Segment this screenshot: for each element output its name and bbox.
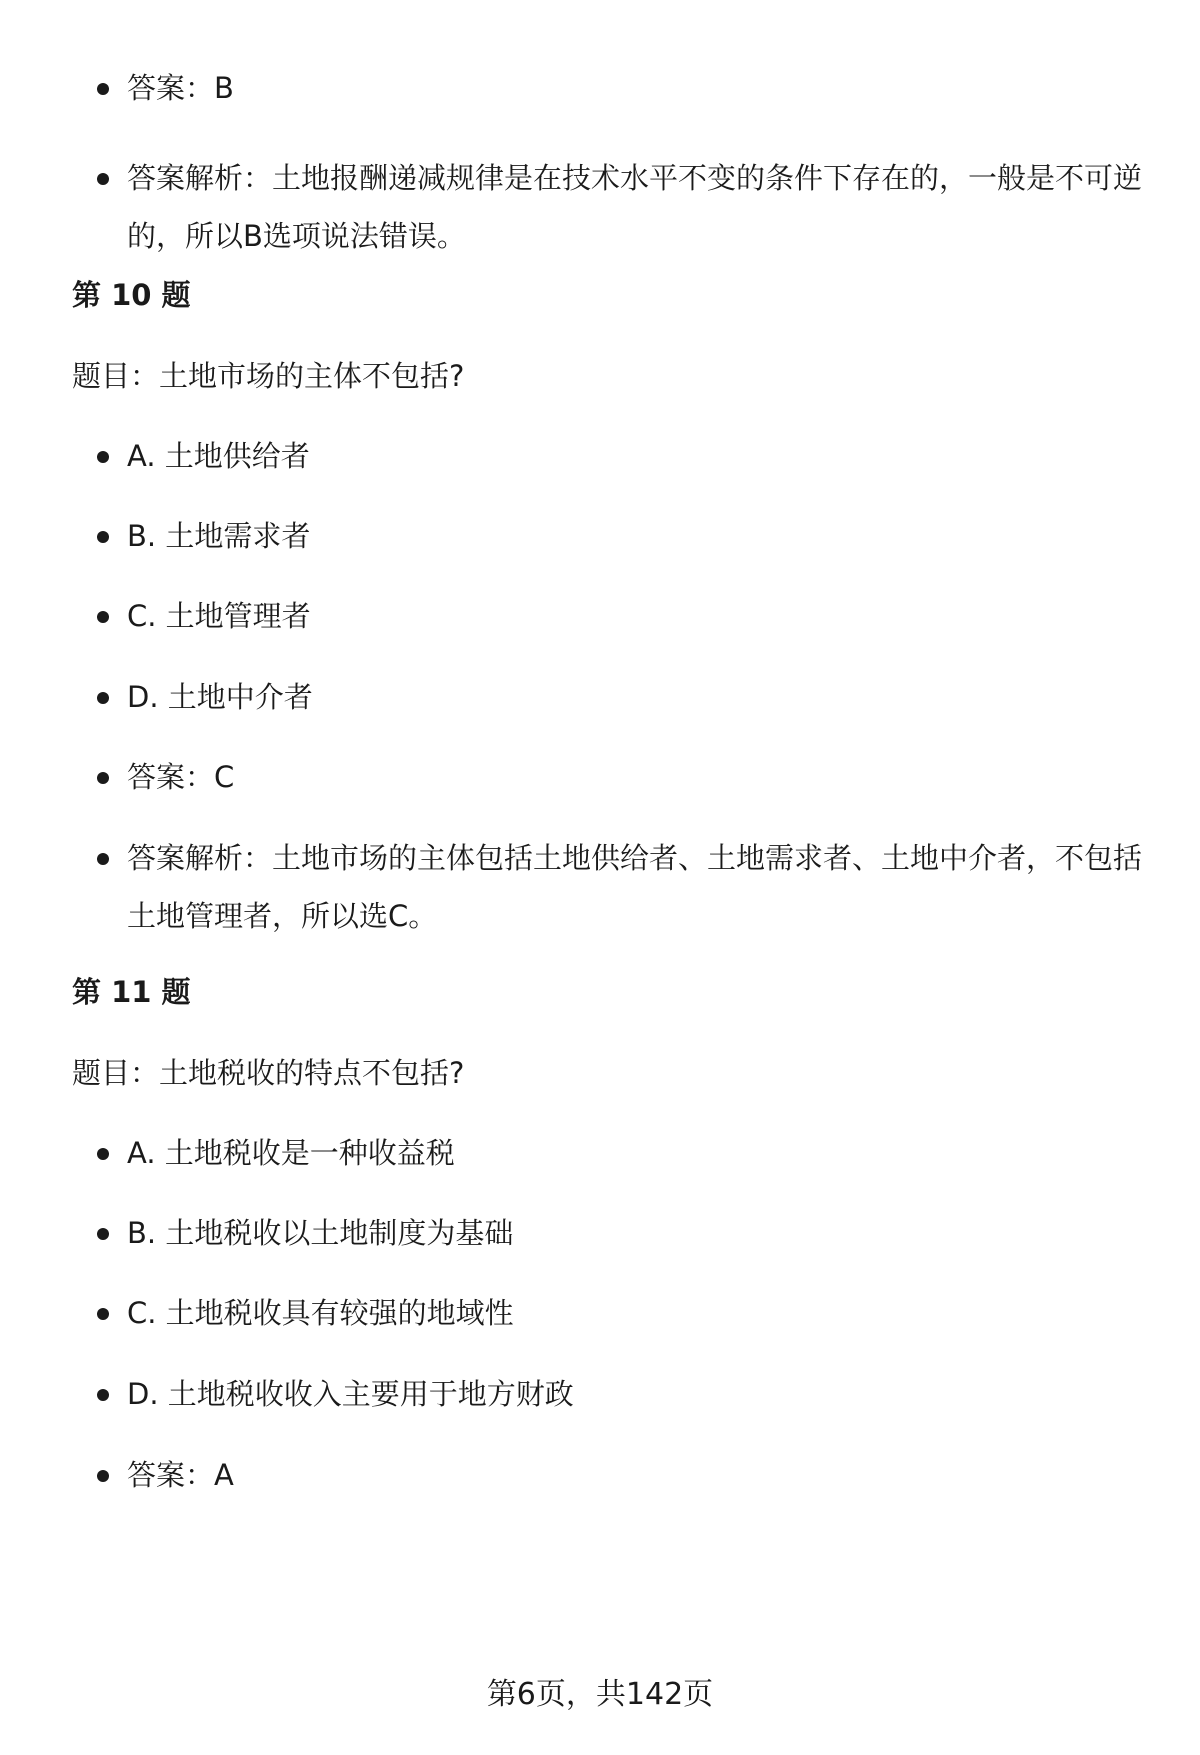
list-item [127, 1124, 1147, 1182]
list-item [127, 149, 1147, 265]
list-item [127, 1204, 1147, 1262]
option-text: A. 土地供给者 [127, 439, 310, 473]
bullet-dot [97, 853, 109, 865]
question-heading: 第 10 题 [72, 278, 191, 312]
answer-text: 答案：B [127, 71, 234, 105]
bullet-dot [97, 692, 109, 704]
answer-text: 答案：A [127, 1458, 234, 1492]
option-text: B. 土地需求者 [127, 519, 311, 553]
explanation-text: 答案解析：土地报酬递减规律是在技术水平不变的条件下存在的，一般是不可逆的，所以B选项说法错误。 [127, 161, 1143, 253]
answer-text: 答案：C [127, 760, 235, 794]
bullet-dot [97, 1389, 109, 1401]
option-text: C. 土地管理者 [127, 599, 311, 633]
bullet-dot [97, 1470, 109, 1482]
bullet-dot [97, 611, 109, 623]
list-item [127, 1446, 1147, 1504]
bullet-dot [97, 83, 109, 95]
question-text: 题目：土地市场的主体不包括? [72, 359, 465, 393]
list-item [127, 668, 1147, 726]
explanation-text: 答案解析：土地市场的主体包括土地供给者、土地需求者、土地中介者，不包括土地管理者，所以选C。 [127, 841, 1143, 933]
page-number: 第6页，共142页 [486, 1677, 714, 1712]
option-text: B. 土地税收以土地制度为基础 [127, 1216, 514, 1250]
bullet-dot [97, 451, 109, 463]
list-item [127, 427, 1147, 485]
option-text: A. 土地税收是一种收益税 [127, 1136, 455, 1170]
bullet-dot [97, 1308, 109, 1320]
question-text: 题目：土地税收的特点不包括? [72, 1056, 465, 1090]
option-text: C. 土地税收具有较强的地域性 [127, 1296, 514, 1330]
list-item [127, 59, 1147, 117]
list-item [127, 1284, 1147, 1342]
list-item [127, 748, 1147, 806]
list-item [127, 507, 1147, 565]
bullet-dot [97, 1148, 109, 1160]
bullet-dot [97, 1228, 109, 1240]
bullet-dot [97, 772, 109, 784]
bullet-dot [97, 531, 109, 543]
option-text: D. 土地中介者 [127, 680, 313, 714]
question-heading: 第 11 题 [72, 975, 191, 1009]
option-text: D. 土地税收收入主要用于地方财政 [127, 1377, 574, 1411]
bullet-dot [97, 173, 109, 185]
list-item [127, 829, 1147, 945]
list-item [127, 587, 1147, 645]
list-item [127, 1365, 1147, 1423]
